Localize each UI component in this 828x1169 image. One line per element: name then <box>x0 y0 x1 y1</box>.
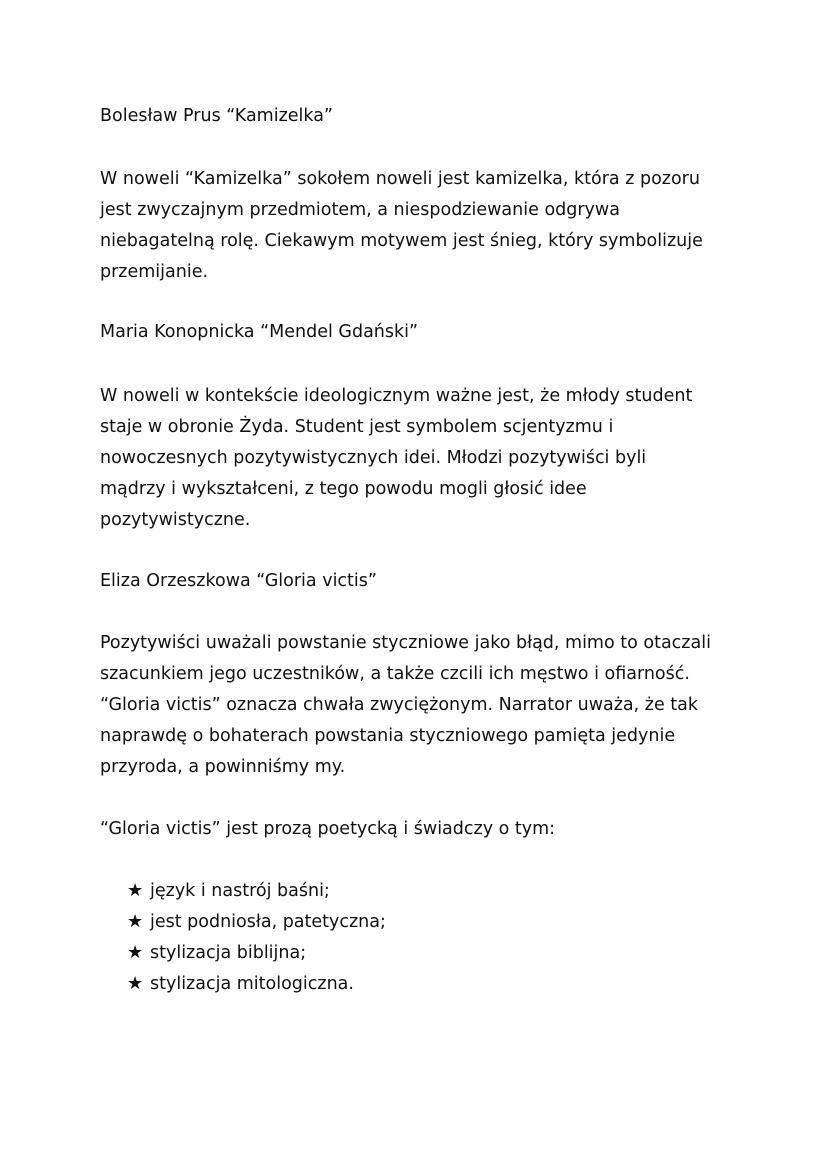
paragraph-line: przemijanie. <box>100 262 209 282</box>
paragraph-line: mądrzy i wykształceni, z tego powodu mogli głosić idee <box>100 479 587 499</box>
list-item <box>127 937 386 968</box>
list-item <box>127 968 386 999</box>
list-item-text: stylizacja biblijna; <box>150 943 307 963</box>
list-item-text: jest podniosła, patetyczna; <box>150 912 386 932</box>
paragraph-line: “Gloria victis” oznacza chwała zwyciężonym. Narrator uważa, że tak <box>100 695 698 715</box>
paragraph-line: staje w obronie Żyda. Student jest symbolem scjentyzmu i <box>100 417 614 437</box>
paragraph-gloria-victis <box>100 628 740 783</box>
list-item-text: język i nastrój baśni; <box>150 881 330 901</box>
paragraph-mendel-gdanski <box>100 381 740 536</box>
paragraph-line: W noweli w kontekście ideologicznym ważne jest, że młody student <box>100 386 693 406</box>
paragraph-line: naprawdę o bohaterach powstania styczniowego pamięta jedynie <box>100 726 676 746</box>
paragraph-line: przyroda, a powinniśmy my. <box>100 757 346 777</box>
paragraph-line: jest zwyczajnym przedmiotem, a niespodziewanie odgrywa <box>100 200 620 220</box>
paragraph-line: szacunkiem jego uczestników, a także czcili ich męstwo i ofiarność. <box>100 664 690 684</box>
paragraph-line: niebagatelną rolę. Ciekawym motywem jest śnieg, który symbolizuje <box>100 231 703 251</box>
star-icon: ★ <box>127 942 144 963</box>
list-item <box>127 906 386 937</box>
paragraph-line: pozytywistyczne. <box>100 510 251 530</box>
star-icon: ★ <box>127 911 144 932</box>
star-icon: ★ <box>127 880 144 901</box>
list-item-text: stylizacja mitologiczna. <box>150 974 354 994</box>
section-title-mendel-gdanski: Maria Konopnicka “Mendel Gdański” <box>100 322 419 342</box>
list-intro: “Gloria victis” jest prozą poetycką i świadczy o tym: <box>100 819 556 839</box>
section-title-kamizelka: Bolesław Prus “Kamizelka” <box>100 106 334 126</box>
star-icon: ★ <box>127 973 144 994</box>
paragraph-line: Pozytywiści uważali powstanie styczniowe jako błąd, mimo to otaczali <box>100 633 711 653</box>
paragraph-kamizelka <box>100 164 740 288</box>
paragraph-line: nowoczesnych pozytywistycznych idei. Młodzi pozytywiści byli <box>100 448 647 468</box>
feature-list <box>127 875 386 999</box>
list-item <box>127 875 386 906</box>
section-title-gloria-victis: Eliza Orzeszkowa “Gloria victis” <box>100 571 377 591</box>
paragraph-line: W noweli “Kamizelka” sokołem noweli jest kamizelka, która z pozoru <box>100 169 700 189</box>
